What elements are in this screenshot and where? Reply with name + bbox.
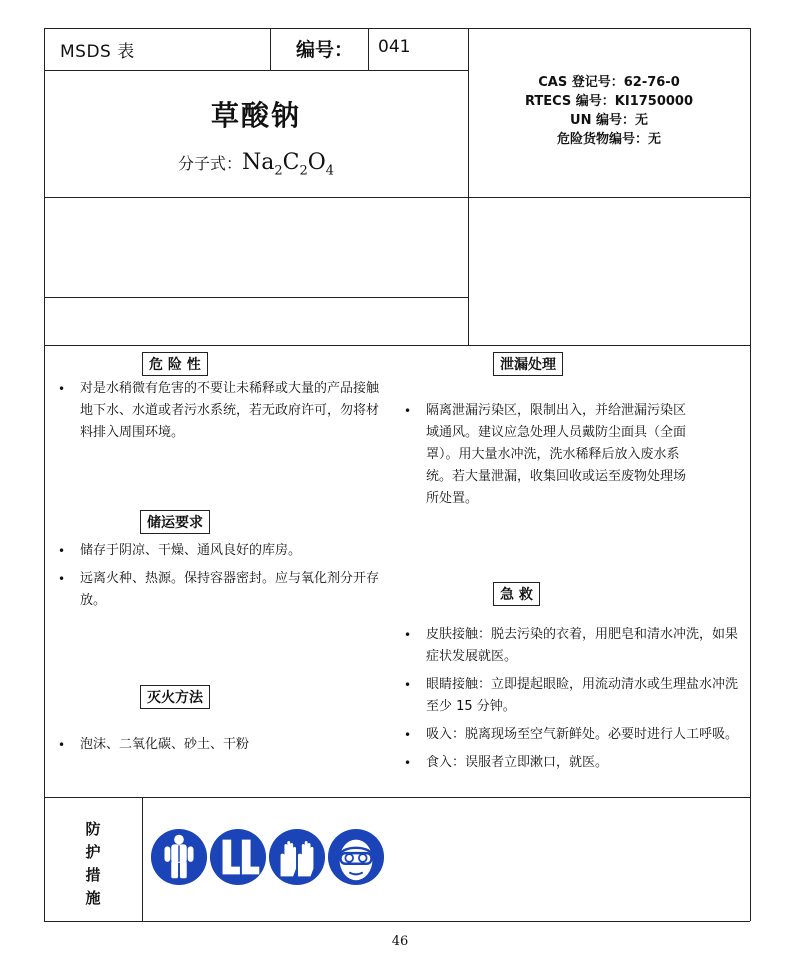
safety-boots-icon <box>209 828 267 886</box>
formula-label: 分子式： <box>177 154 242 173</box>
protection-label: 防 护 措 施 <box>85 820 101 907</box>
list-item: • 隔离泄漏污染区，限制出入，并给泄漏污染区域通风。建议应急处理人员戴防尘面具（全面罩）。用大量水冲洗，洗水稀释后放入废水系统。若大量泄漏，收集回收或运至废物处理场所处置。 <box>404 400 698 510</box>
safety-goggles-icon <box>327 828 385 886</box>
fire-list <box>58 734 380 762</box>
list-item: • 眼睛接触：立即提起眼睑，用流动清水或生理盐水冲洗至少 15 分钟。 <box>404 674 740 718</box>
protective-suit-icon <box>150 828 208 886</box>
list-item: • 对是水稍微有危害的不要让未稀释或大量的产品接触地下水、水道或者污水系统，若无政府许可，勿将材料排入周围环境。 <box>58 378 380 444</box>
un-number: UN 编号：无 <box>570 113 648 128</box>
form-name: MSDS 表 <box>60 42 135 62</box>
protective-gloves-icon <box>268 828 326 886</box>
list-item: • 食入：误服者立即漱口，就医。 <box>404 752 740 774</box>
storage-title: 储运要求 <box>140 510 210 534</box>
hazard-title: 危 险 性 <box>142 352 208 376</box>
molecular-formula <box>44 150 468 178</box>
number-value: 041 <box>378 37 411 57</box>
list-item: • 远离火种、热源。保持容器密封。应与氧化剂分开存放。 <box>58 568 384 612</box>
cas-number: CAS 登记号：62-76-0 <box>538 75 680 90</box>
first-aid-title: 急 救 <box>493 582 540 606</box>
spill-title: 泄漏处理 <box>493 352 563 376</box>
first-aid-list <box>404 624 740 780</box>
formula-value: $Na_2C_2O_4$ <box>241 150 335 179</box>
page-number: 46 <box>391 934 409 949</box>
identifier-block <box>468 73 750 149</box>
rtecs-number: RTECS 编号：KI1750000 <box>524 94 694 109</box>
fire-title: 灭火方法 <box>140 685 210 709</box>
list-item: • 泡沫、二氧化碳、砂土、干粉 <box>58 734 380 756</box>
substance-name: 草酸钠 <box>210 99 301 132</box>
spill-list <box>404 400 698 516</box>
list-item: • 皮肤接触：脱去污染的衣着，用肥皂和清水冲洗，如果症状发展就医。 <box>404 624 740 668</box>
list-item: • 储存于阴凉、干燥、通风良好的库房。 <box>58 540 384 562</box>
number-label: 编号： <box>296 39 354 61</box>
dangerous-goods-number: 危险货物编号：无 <box>556 132 661 147</box>
hazard-list <box>58 378 380 450</box>
storage-list <box>58 540 384 618</box>
list-item: • 吸入：脱离现场至空气新鲜处。必要时进行人工呼吸。 <box>404 724 740 746</box>
